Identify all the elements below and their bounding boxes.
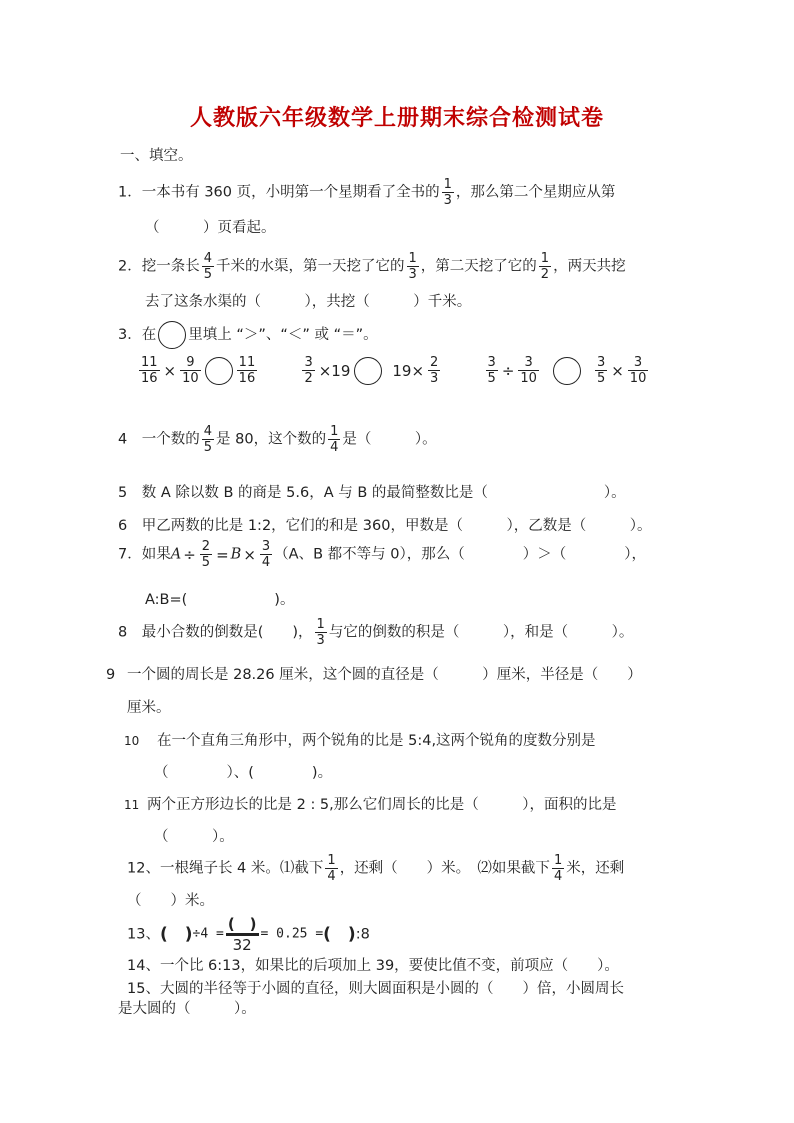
fraction: $\frac{4}{5}$ (203, 251, 213, 282)
question-4 (118, 424, 437, 455)
question-text: 7．如果 (118, 546, 171, 563)
question-11-number: 11 (124, 798, 140, 812)
question-15: 15、大圆的半径等于小圆的直径，则大圆面积是小圆的（ ）倍，小圆周长 (127, 981, 624, 997)
page-title: 人教版六年级数学上册期末综合检测试卷 (189, 105, 604, 131)
question-10: 在一个直角三角形中，两个锐角的比是 5:4,这两个锐角的度数分别是 (157, 733, 596, 749)
question-text: ，第二天挖了它的 (420, 258, 537, 275)
blank: ( ) (323, 924, 356, 945)
question-text: = 0.25 = (260, 926, 324, 942)
question-3 (118, 321, 378, 349)
answer-circle[interactable] (354, 357, 382, 385)
question-text: ，那么第二个星期应从第 (455, 184, 616, 201)
question-text: 米，还剩 (566, 860, 625, 877)
question-15-line-2: 是大圆的（ ）。 (118, 1001, 256, 1017)
question-text: 里填上 “＞”、“＜” 或 “＝”。 (188, 327, 378, 343)
question-text: 是 80，这个数的 (216, 431, 327, 448)
question-text: 4 一个数的 (118, 431, 200, 448)
fraction: $\frac{1}{3}$ (408, 251, 417, 282)
question-text: 2．挖一条长 (118, 258, 200, 275)
expression-2: $\frac{3}{2}$ ×19 19× $\frac{2}{3}$ (304, 355, 439, 386)
fraction: $\frac{3}{4}$ (261, 539, 271, 570)
question-2-line-2: 去了这条水渠的（ ），共挖（ ）千米。 (145, 294, 472, 310)
question-text: 1．一本书有 360 页，小明第一个星期看了全书的 (118, 184, 440, 201)
fraction: $\frac{1}{4}$ (327, 853, 336, 884)
question-text: 是（ ）。 (342, 431, 437, 448)
question-2 (118, 251, 626, 282)
question-text: 与它的倒数的积是（ ），和是（ ）。 (328, 624, 634, 641)
question-12 (127, 853, 624, 884)
fraction: $\frac{2}{5}$ (201, 539, 211, 570)
fraction: $\frac{1}{4}$ (330, 424, 339, 455)
question-12-line-2: （ ）米。 (127, 893, 214, 909)
question-text: 千米的水渠，第一天挖了它的 (216, 258, 405, 275)
question-14: 14、一个比 6:13，如果比的后项加上 39，要使比值不变，前项应（ ）。 (127, 958, 619, 974)
question-11: 两个正方形边长的比是 2 : 5,那么它们周长的比是（ ），面积的比是 (147, 797, 617, 813)
question-text: 12、一根绳子长 4 米。⑴截下 (127, 860, 324, 877)
blank: ( ) (159, 924, 193, 945)
answer-circle[interactable] (553, 357, 581, 385)
question-text: 3．在 (118, 327, 157, 343)
question-text: （A、B 都不等与 0），那么（ ）＞（ ）， (274, 546, 646, 563)
question-10-number: 10 (124, 734, 140, 748)
question-1 (118, 177, 615, 208)
fraction: $\frac{1}{3}$ (443, 177, 452, 208)
fraction: $\frac{1}{4}$ (553, 853, 563, 884)
question-11-line-2: （ ）。 (154, 829, 234, 845)
question-text: 8 最小合数的倒数是( )， (118, 624, 313, 641)
fraction: $\frac{1}{3}$ (316, 617, 325, 648)
question-8 (118, 617, 633, 648)
question-5: 5 数 A 除以数 B 的商是 5.6，A 与 B 的最简整数比是（ ）。 (118, 485, 626, 501)
compare-circle-icon (158, 321, 186, 349)
question-10-line-2: （ ）、( )。 (154, 765, 333, 781)
section-heading: 一、填空。 (120, 148, 193, 164)
expression-3: $\frac{3}{5}$ ÷ $\frac{3}{10}$ $\frac{3}{5}$ × $\frac{3}{10}$ (487, 355, 647, 386)
fraction: $\frac{( )}{32}$ (227, 915, 257, 954)
fraction: $\frac{1}{2}$ (540, 251, 550, 282)
question-9-number: 9 (106, 667, 116, 683)
question-text: 13、 (127, 926, 160, 943)
question-1-line-2: （ ）页看起。 (145, 220, 276, 236)
fraction: $\frac{4}{5}$ (203, 424, 213, 455)
question-text: ，两天共挖 (553, 258, 626, 275)
question-9: 一个圆的周长是 28.26 厘米，这个圆的直径是（ ）厘米，半径是（ ） (127, 667, 642, 683)
question-text: :8 (355, 926, 370, 943)
question-text: ，还剩（ ）米。 ⑵如果截下 (339, 860, 550, 877)
question-text: ÷4 = (192, 926, 224, 942)
expression-1: $\frac{11}{16}$ × $\frac{9}{10}$ $\frac{11}{16}$ (141, 355, 256, 386)
question-13 (127, 915, 370, 954)
question-6: 6 甲乙两数的比是 1:2，它们的和是 360，甲数是（ ），乙数是（ ）。 (118, 518, 652, 534)
question-7-line-2: A:B=( )。 (145, 592, 295, 608)
question-7: 7．如果A ÷ $\frac{2}{5}$ = B × $\frac{3}{4}$ （A、B 都不等与 0），那么（ ）＞（ ）， (118, 539, 646, 570)
answer-circle[interactable] (205, 357, 233, 385)
question-9-line-2: 厘米。 (127, 700, 171, 716)
comparison-row (137, 355, 650, 386)
